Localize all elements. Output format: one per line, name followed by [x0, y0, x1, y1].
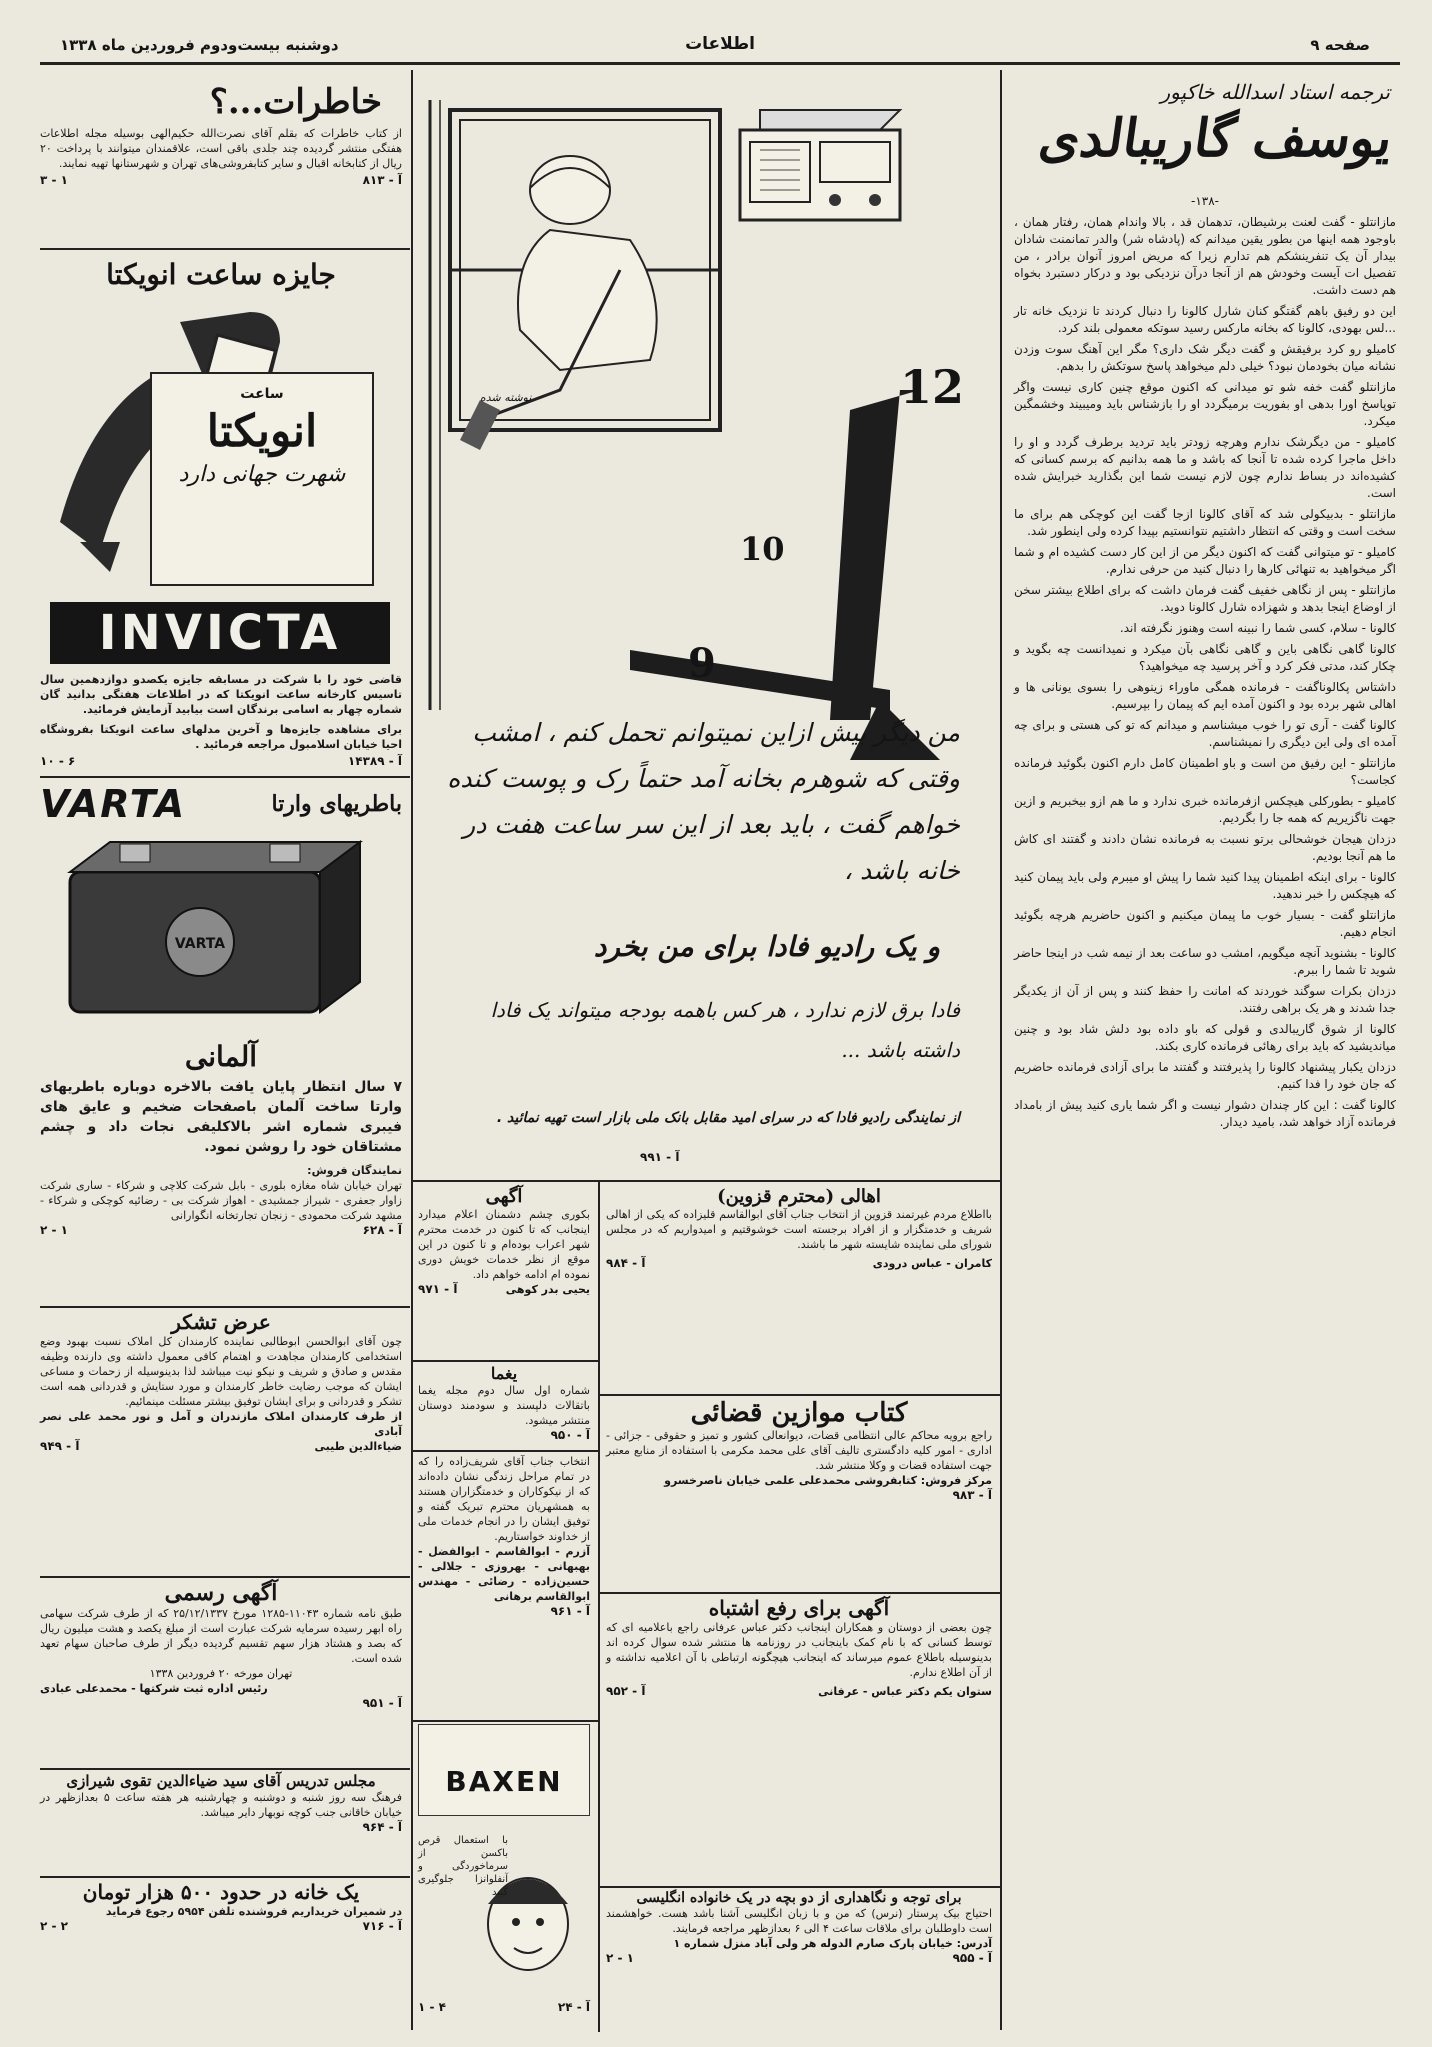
center-rule: [412, 1180, 1000, 1182]
baxen-code: آ - ۲۴: [557, 2000, 590, 2014]
varta-agents-label: نمایندگان فروش:: [307, 1164, 402, 1177]
yaghma-text: شماره اول سال دوم مجله یغما باتقالات دلپسند و سودمند دوستان منتشر میشود.: [418, 1384, 590, 1427]
baxen-logo-box: [418, 1724, 590, 1816]
serial-paragraph: این دو رفیق باهم گفتگو کنان شارل کالونا را دنبال کردند تا نزدیک خانه تار ...لس بهودی، کالونا که بخانه مارکس رسید سوتکه معمولی بلند کرد.: [1014, 304, 1396, 335]
notice-ad: [418, 1186, 590, 1297]
thanks-code: آ - ۹۴۹: [40, 1439, 80, 1453]
serial-paragraph: مازانتلو گفت - بسیار خوب ما پیمان میکنیم و اکنون حاضریم هرچه بگوئید انجام دهیم.: [1014, 908, 1396, 939]
radio-ad-footer: از نمایندگی رادیو فادا که در سرای امید مقابل بانک ملی بازار است تهیه نمائید .: [496, 1110, 960, 1126]
majlis-title: مجلس تدریس آقای سید ضیاءالدین تقوی شیرازی: [66, 1772, 376, 1790]
official-text: طبق نامه شماره ۱۱۰۴۳-۱۲۸۵ مورخ ۲۵/۱۲/۱۳۳۷ که از طرف شرکت سهامی راه ابهر رسیده سرمایه شرکت عبارت است از مبلغ یکصد و هشت میلیون ریال که بصد و هشتاد هزار سهم تقسیم گردیده دیگر از طرف صاحبان سهام تعهد شده است.: [40, 1607, 402, 1665]
ahali-qazvin-ad: [606, 1186, 992, 1271]
serial-paragraph: دزدان بکرات سوگند خوردند که امانت را حفظ کنند و پس از آن از یکدیگر جدا شدند و هر یک براهی رفتند.: [1014, 984, 1396, 1015]
ahali-text: بااطلاع مردم غیرتمند قزوین از انتخاب جناب آقای ابوالقاسم قلیزاده که یکی از اهالی شریف و خدمتگزار و از افراد برجسته است خوشوقتیم و امیدواریم که در مجلس شورای ملی نماینده شایسته شهر ما باشند.: [606, 1208, 992, 1251]
apology-title: آگهی برای رفع اشتباه: [708, 1596, 890, 1620]
house-title: یک خانه در حدود ۵۰۰ هزار تومان: [82, 1880, 360, 1904]
ahali-code: آ - ۹۸۴: [606, 1256, 646, 1270]
book-seller: مرکز فروش: کتابفروشی محمدعلی علمی خیابان ناصرخسرو: [664, 1474, 992, 1487]
serial-body: [1010, 214, 1400, 1131]
election-text: انتخاب جناب آقای شریف‌زاده را که در تمام مراحل زندگی نشان داده‌اند که از نیکوکاران و خدمتگزاران هستند به همشهریان محترم تبریک گفته و توفیق ایشان را در انجام خدمات ملی از خداوند خواستاریم.: [418, 1455, 590, 1543]
book-title: کتاب موازین قضائی: [690, 1398, 908, 1428]
apology-code: آ - ۹۵۲: [606, 1684, 646, 1698]
book-code: آ - ۹۸۳: [952, 1488, 992, 1502]
serial-paragraph: مازانتلو - بدبیکولی شد که آقای کالونا ازجا گفت این کوچکی هم برای ما سخت است و وقتی که انتظار داشتیم نتوانستیم بپیدا کرده ولی اینطور شد.: [1014, 507, 1396, 538]
serial-title: یوسف گاریبالدی: [1035, 108, 1397, 169]
invicta-code: آ - ۱۴۳۸۹: [347, 754, 402, 768]
majlis-ad: [40, 1772, 402, 1834]
svg-text:VARTA: VARTA: [174, 936, 226, 952]
rule-election: [412, 1720, 598, 1722]
serial-story: [1010, 80, 1400, 1135]
house-text: در شمیران خریداریم فروشنده تلفن ۵۹۵۴ رجوع فرماید: [105, 1905, 402, 1918]
thanks-signer: از طرف کارمندان املاک مازندران و آمل و نور محمد علی نصر آبادی: [40, 1410, 402, 1438]
serial-paragraph: مازانتلو - پس از نگاهی خفیف گفت فرمان داشت که برای اطلاع بیشتر سخن از اوضاع اینجا بدهد و شهزاده شارل کالونا دوید.: [1014, 583, 1396, 614]
serial-paragraph: کالونا - بشنوید آنچه میگویم، امشب دو ساعت بعد از نیمه شب در اینجا حاضر شوید تا شما را ببرم.: [1014, 946, 1396, 977]
apology-text: چون بعضی از دوستان و همکاران اینجانب دکتر عباس عرفانی راجع باعلامیه ای که توسط کسانی که با نام کمک باینجانب در روزنامه ها منتشر شده سوال کرده اند بدینوسیله باطلاع عموم میرساند که اینجانب هیچگونه ارتباطی با آن اعلامیه نداشته و از آن اطلاع ندارم.: [606, 1621, 992, 1679]
rule-apology: [600, 1886, 1000, 1888]
serial-paragraph: داشتاس پکالوناگفت - فرمانده همگی ماوراء زینوهی را بسوی یونانی ها و اهالی شهر برده بود و اکنون آمده ایم که پیمان را بپرسیم.: [1014, 680, 1396, 711]
childcare-code: آ - ۹۵۵: [952, 1951, 992, 1965]
rule-ahali: [600, 1394, 1000, 1396]
radio-fada-ad: [420, 70, 992, 1180]
official-signer: رئیس اداره ثبت شرکتها - محمدعلی عبادی: [40, 1682, 268, 1695]
radio-ad-code: آ - ۹۹۱: [640, 1150, 680, 1164]
radio-ad-headline: و یک رادیو فادا برای من بخرد: [593, 930, 940, 963]
thanks-signer-2: ضیاءالدین طیبی: [314, 1440, 402, 1453]
childcare-text: احتیاج بیک پرستار (نرس) که من و با زبان انگلیسی آشنا باشد هست. خواهشمند است داوطلبان برای ملاقات ساعت ۴ الی ۶ بعدازظهر مراجعه فرمایند.: [606, 1907, 992, 1935]
apology-ad: [606, 1596, 992, 1699]
majlis-code: آ - ۹۶۴: [362, 1820, 402, 1834]
childcare-title: برای توجه و نگاهداری از دو بچه در یک خانواده انگلیسی: [636, 1890, 962, 1906]
baxen-ad: [418, 1724, 590, 2024]
invicta-brand-fa: انویکتا: [206, 406, 318, 457]
notice-signer: یحیی بدر کوهی: [505, 1283, 590, 1296]
radio-icon: [740, 110, 900, 220]
invicta-code-2: ۶ - ۱۰: [40, 754, 76, 768]
thanks-ad: [40, 1310, 402, 1454]
baxen-brand: BAXEN: [445, 1765, 563, 1798]
childcare-ad: [606, 1890, 992, 1965]
official-code: آ - ۹۵۱: [362, 1696, 402, 1710]
invicta-brand-banner: INVICTA: [50, 602, 390, 664]
thanks-text: چون آقای ابوالحسن ابوطالبی نماینده کارمندان کل املاک نسبت بهبود وضع استخدامی کارمندان مجاهدت و اهتمام کافی معمول داشته وی دارنده وظیفه مقدس و صادق و شریف و نیکو نیت میباشد لذا بدینوسیله از زحمات و مساعی ایشان که موجب رضایت خاطر کارمندان و مورد ستایش و قدردانی همه است تشکر و قدردانی و برای ایشان توفیق بیشتر مسئلت مینمائیم.: [40, 1335, 402, 1408]
varta-code-2: ۱ - ۲: [40, 1223, 68, 1237]
ahali-title: اهالی (محترم قزوین): [717, 1186, 881, 1207]
serial-paragraph: دزدان هیجان خوشحالی برتو نسبت به فرمانده نشان دادند و گفتند ای کاش ما هم آنجا بودیم.: [1014, 832, 1396, 863]
serial-paragraph: کامیلو - بطورکلی هیچکس ازفرمانده خبری ندارد و ما هم ازو بیخبریم و ازین جهت ناگزیریم که همه جا را بگردیم.: [1014, 794, 1396, 825]
election-names: آزرم - ابوالقاسم - ابوالفضل - بهبهانی - بهروزی - جلالی - حسین‌زاده - رضائی - مهندس ابوالقاسم برهانی: [418, 1545, 590, 1603]
varta-title: باطریهای وارتا: [271, 791, 402, 817]
baxen-code-2: ۴ - ۱: [418, 2000, 446, 2014]
official-date: تهران مورخه ۲۰ فروردین ۱۳۳۸: [149, 1667, 293, 1680]
rule-invicta: [40, 776, 410, 778]
varta-text: ۷ سال انتظار پایان یافت بالاخره دوباره باطریهای وارتا ساخت آلمان باصفحات ضخیم و عایق های فیبری شماره اشر بالاکلیفی نجات داد و چشم مشتاقان خود را روشن نمود.: [40, 1079, 402, 1155]
serial-subtitle: ترجمه استاد اسدالله خاکپور: [1160, 80, 1390, 104]
clock-number-12: 12: [900, 360, 965, 414]
baxen-caption: با استعمال قرص باکسن از سرماخوردگی و آنفلوانزا جلوگیری کنید: [418, 1835, 508, 1898]
invicta-ad: [40, 252, 402, 772]
header-paper-name: اطلاعات: [685, 34, 755, 54]
header-date: دوشنبه بیست‌ودوم فروردین ماه ۱۳۳۸: [60, 36, 339, 54]
header-rule: [40, 62, 1400, 65]
official-title: آگهی رسمی: [164, 1580, 278, 1606]
rule-book: [600, 1592, 1000, 1594]
house-code-2: ۲ - ۲: [40, 1919, 68, 1933]
serial-paragraph: کالونا گاهی نگاهی باین و گاهی نگاهی بآن میکرد و نمیدانست چه بگوید و چکار کند، مدتی فکر کرد و آخر پرسید چه میخواهید؟: [1014, 642, 1396, 673]
majlis-text: فرهنگ سه روز شنبه و دوشنبه و چهارشنبه هر هفته ساعت ۵ بعدازظهر در خیابان خاقانی جنب کوچه نوبهار دایر میباشد.: [40, 1791, 403, 1819]
rule-official: [40, 1768, 410, 1770]
header-page-number: صفحه ۹: [1310, 36, 1370, 54]
radio-ad-tagline: فادا برق لازم ندارد ، هر کس باهمه بودجه میتواند یک فادا داشته باشد ...: [490, 998, 960, 1062]
clock-number-10: 10: [740, 530, 785, 568]
serial-paragraph: دزدان یکبار پیشنهاد کالونا را پذیرفتند و گفتند ما برای آزادی فرمانده حاضریم که جان خود را فدا کنیم.: [1014, 1060, 1396, 1091]
serial-paragraph: کالونا - سلام، کسی شما را نبینه است وهنوز نگرفته اند.: [1119, 621, 1396, 635]
childcare-code-2: ۱ - ۲: [606, 1951, 634, 1965]
memoirs-title: خاطرات...؟: [209, 82, 382, 122]
yaghma-title: یغما: [490, 1364, 518, 1383]
notice-title: آگهی: [485, 1186, 523, 1207]
varta-agents: تهران خیابان شاه مغازه بلوری - بابل شرکت کلاچی و شرکاء - ساری شرکت زاوار جعفری - شیراز جمشیدی - اهواز شرکت بی - رضائیه کوچکی و شرکاء - مشهد شرکت محمودی - زنجان تجارتخانه انگوارانی: [40, 1179, 402, 1222]
serial-paragraph: کالونا گفت - آری تو را خوب میشناسم و میدانم که تو کی هستی و برای چه آمده ای ولی این دیگری را نمیشناسم.: [1014, 718, 1396, 749]
serial-paragraph: کالونا گفت : این کار چندان دشوار نیست و اگر شما یاری کنید پیش از بامداد فرمانده آزاد خواهد شد، بامید دیدار.: [1014, 1098, 1396, 1129]
election-code: آ - ۹۶۱: [550, 1604, 590, 1618]
memoirs-code: آ - ۸۱۳: [362, 173, 402, 187]
apology-signer: ستوان یکم دکتر عباس - عرفانی: [818, 1685, 992, 1698]
invicta-text: قاضی خود را با شرکت در مسابقه جایزه یکصدو دوازدهمین سال تاسیس کارخانه ساعت انویکتا که در اطلاعات هفتگی بدانید گان شماره چهار به اسامی برندگان است بیابید آزمایش فرمائید.: [40, 673, 402, 716]
serial-paragraph: کالونا - برای اینکه اطمینان پیدا کنید شما را پیش او میبرم ولی باید پیمان کنید که هیچکس را خبر ندهید.: [1014, 870, 1396, 901]
serial-paragraph: مازانتلو - این رفیق من است و باو اطمینان کامل دارم اکنون بگوئید فرمانده کجاست؟: [1014, 756, 1396, 787]
official-notice: [40, 1580, 402, 1710]
center-column-rule: [598, 1182, 600, 2032]
yaghma-code: آ - ۹۵۰: [550, 1428, 590, 1442]
serial-paragraph: مازانتلو گفت خفه شو تو میدانی که اکنون موقع چنین کاری نیست واگر توپاسخ اورا بدهی او بفوریت برمیگردد او را بازشناس باید ومیبیند وخشمگین میکرد.: [1014, 380, 1396, 428]
varta-ad: [40, 782, 402, 1302]
varta-brand-en: VARTA: [40, 782, 187, 826]
thanks-title: عرض تشکر: [171, 1310, 271, 1334]
yaghma-ad: [418, 1364, 590, 1442]
serial-paragraph: کامیلو - تو میتوانی گفت که اکنون دیگر من از این کار دست کشیده ام و شما اگر میخواهید به تنهائی کارها را دنبال کنید من حرفی ندارم.: [1014, 545, 1396, 576]
book-text: راجع برویه محاکم عالی انتظامی قضات، دیوانعالی کشور و تمیز و حقوقی - جزائی - اداری - امور کلیه دادگستری تالیف آقای علی محمد مکرمی با استفاده از منابع معتبر جهت استفاده قضات و وکلا منتشر شد.: [606, 1429, 992, 1472]
invicta-emblem: [150, 372, 374, 586]
memoirs-ad: [40, 82, 402, 187]
column-rule-left: [411, 70, 413, 2030]
rule-yaghma: [412, 1450, 598, 1452]
serial-paragraph: مازانتلو - گفت لعنت برشیطان، تدهمان قد ، بالا واندام همان، رفتار همان ، باوجود همه اینها من بطور یقین میدانم که (پادشاه شر) والدر تمانمنت شادان بیدار آن یک تنفرینشکم هم تدارم زیرا که مریض امروز آنوان برادر ، من تفصیل ات آیست وخودش هم از آنجا درآن نزدیکی بود و درکار دستبرد بخواه هم دست داشت.: [1014, 215, 1396, 297]
rule-varta: [40, 1306, 410, 1308]
rule-thanks: [40, 1576, 410, 1578]
election-ad: [418, 1454, 590, 1618]
memoirs-code-2: ۱ - ۳: [40, 173, 68, 187]
notice-code: آ - ۹۷۱: [418, 1282, 458, 1296]
book-ad: [606, 1398, 992, 1502]
serial-paragraph: کامیلو - من دیگرشک ندارم وهرچه زودتر باید تردید برطرف گردد و او را داخل ماجرا کرده شده تا آنجا که باشد و ما همه بدانیم که برسم کسانی که کشیده‌اند در بساط ندارم چون لازم نیست شما این بگذارید خبرایش شده است.: [1014, 435, 1396, 500]
radio-ad-quote: من دیگر بیش ازاین نمیتوانم تحمل کنم ، امشب وقتی که شوهرم بخانه آمد حتماً رک و پوست کنده خواهم گفت ، باید بعد از این سر ساعت هفت در خانه باشد ،: [447, 718, 960, 885]
column-rule-right: [1000, 70, 1002, 2030]
rule-memoirs: [40, 248, 410, 250]
serial-paragraph: کامیلو رو کرد برفیقش و گفت دیگر شک داری؟ مگر این آهنگ سوت وزدن نشانه میان بخودمان نبود؟ خیلی دلم میخواهد پاسخ سوتکش را بدهم.: [1014, 342, 1396, 373]
memoirs-text: از کتاب خاطرات که بقلم آقای نصرت‌الله حکیم‌الهی بوسیله مجله اطلاعات هفتگی منتشر گردیده چند جلدی باقی است، علاقمندان میتوانند با پرداخت ۲۰ ریال از کتابخانه اقبال و سایر کتابفروشی‌های تهران و شهرستانها تهیه نمایند.: [40, 127, 402, 170]
varta-code: آ - ۶۲۸: [362, 1223, 402, 1237]
invicta-text-2: برای مشاهده جایزه‌ها و آخرین مدلهای ساعت انویکتا بفروشگاه احیا خیابان اسلامبول مراجعه فرمائید .: [40, 723, 402, 751]
artist-signature: نوشته شده: [480, 391, 532, 404]
clock-number-9: 9: [688, 640, 716, 687]
rule-majlis: [40, 1876, 410, 1878]
invicta-slogan: شهرت جهانی دارد: [178, 462, 346, 487]
serial-paragraph: کالونا از شوق گاریبالدی و قولی که باو داده بود دلش شاد بود و چنین میاندیشید که باید برای رهائی فرمانده کاری بکند.: [1014, 1022, 1396, 1053]
rule-notice: [412, 1360, 598, 1362]
serial-number: -۱۳۸-: [1191, 194, 1219, 208]
house-code: آ - ۷۱۶: [362, 1919, 402, 1933]
childcare-address: آدرس: خیابان پارک صارم الدوله هر ولی آباد منزل شماره ۱: [673, 1937, 992, 1950]
invicta-title: جایزه ساعت انویکتا: [106, 258, 336, 291]
varta-country: آلمانی: [184, 1040, 258, 1073]
notice-text: بکوری چشم دشمنان اعلام میدارد اینجانب که تا کنون در خدمت محترم شهر اعراب بوده‌ام و تا کنون در این موقع از نظر خدمات خویش دوری نموده ام ادامه خواهم داد.: [418, 1208, 590, 1281]
battery-illustration: [40, 832, 402, 1032]
ahali-signers: کامران - عباس درودی: [872, 1257, 992, 1270]
house-ad: [40, 1880, 402, 1933]
invicta-saat: ساعت: [240, 386, 284, 402]
